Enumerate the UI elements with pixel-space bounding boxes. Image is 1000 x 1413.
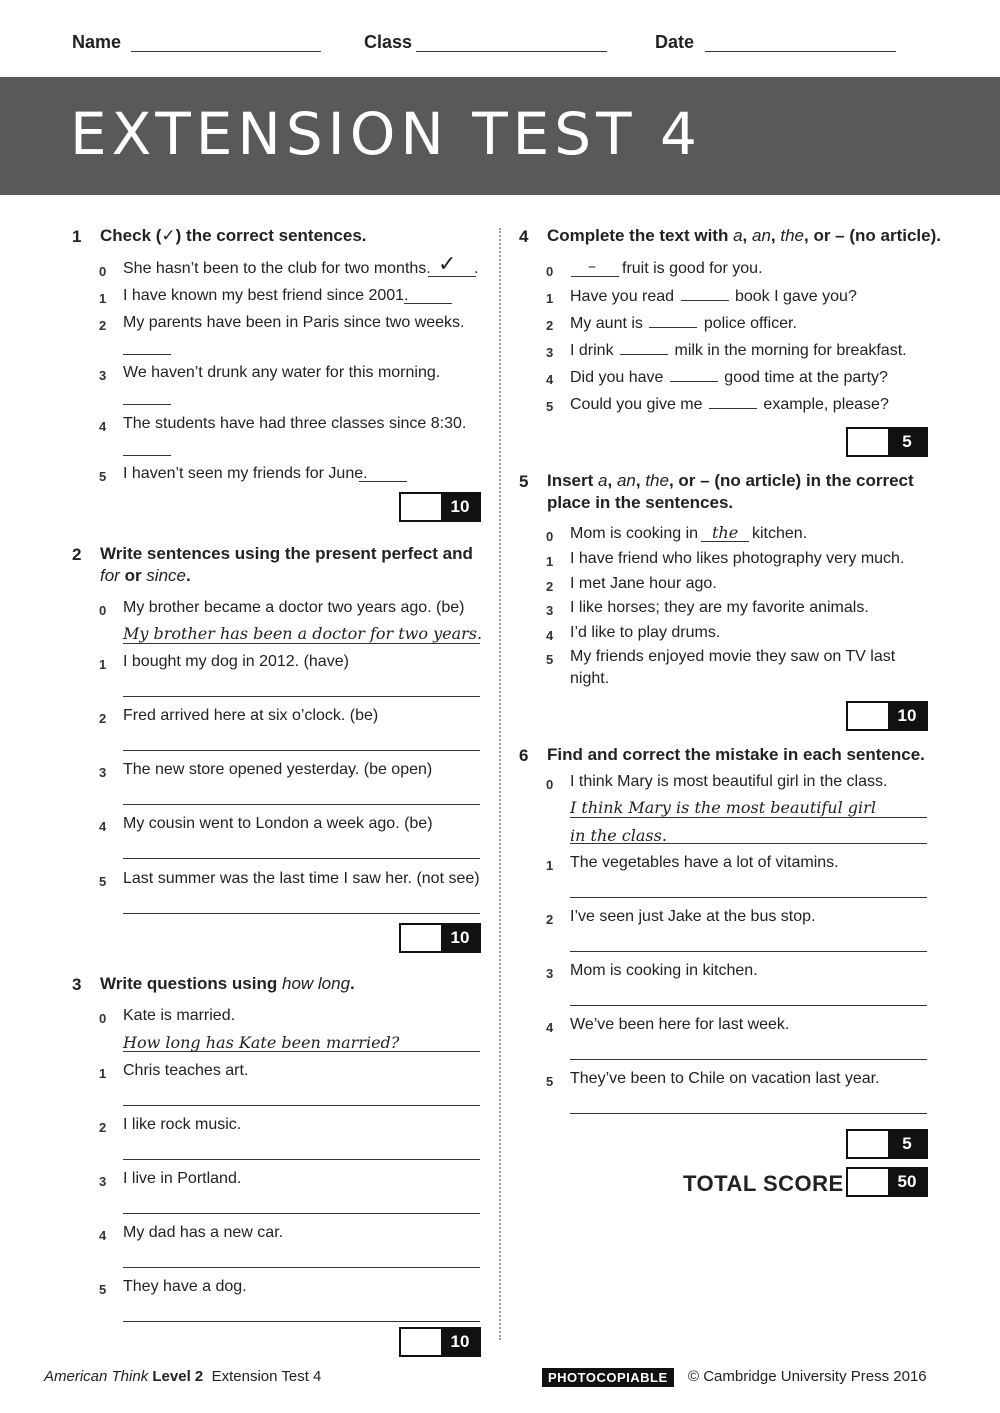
ex6-item-text: The vegetables have a lot of vitamins. — [570, 854, 839, 871]
ex4-item-3-blank[interactable] — [620, 341, 668, 355]
ex2-item-number: 3 — [99, 765, 107, 780]
score-max: 10 — [441, 925, 479, 951]
ex1-item-text: She hasn’t been to the club for two months. — [123, 260, 431, 277]
ex6-item-text: Mom is cooking in kitchen. — [570, 962, 758, 979]
ex5-item-text: My friends enjoyed movie they saw on TV last — [570, 648, 896, 665]
name-label: Name — [72, 32, 122, 52]
ex2-score-box — [399, 923, 481, 953]
ex4-item-0-blank — [571, 276, 619, 277]
ex3-item-text: Kate is married. — [123, 1007, 236, 1024]
ex3-item-number: 1 — [99, 1066, 107, 1081]
total-score-label: TOTAL SCORE — [683, 1171, 844, 1196]
ex1-score-box — [399, 492, 481, 522]
score-max: 10 — [441, 1329, 479, 1355]
ex4-item-2-blank[interactable] — [649, 314, 697, 328]
footer-book-info: American Think Level 2 Extension Test 4 — [44, 1368, 322, 1385]
ex6-item-text: They’ve been to Chile on vacation last year. — [570, 1070, 880, 1087]
ex3-item-0-line — [123, 1051, 480, 1052]
score-max: 10 — [441, 494, 479, 520]
date-field[interactable] — [705, 51, 896, 52]
ex6-item-number: 5 — [546, 1074, 554, 1089]
ex5-item-text: I met Jane hour ago. — [570, 575, 717, 592]
exercise-2-title-line2: for or since. — [100, 566, 191, 585]
ex6-item-2-answer-line[interactable] — [570, 951, 927, 952]
ex4-item-5-blank[interactable] — [709, 395, 757, 409]
exercise-1-number: 1 — [72, 227, 82, 246]
exercise-6-title: Find and correct the mistake in each sentence. — [547, 745, 925, 764]
exercise-1-title: Check (✓) the correct sentences. — [100, 226, 367, 245]
ex1-item-5-blank[interactable] — [359, 481, 407, 482]
ex3-item-2-answer-line[interactable] — [123, 1159, 480, 1160]
ex2-item-number: 1 — [99, 657, 107, 672]
ex6-item-text: We’ve been here for last week. — [570, 1016, 790, 1033]
ex2-item-2-answer-line[interactable] — [123, 750, 480, 751]
ex1-item-1-blank[interactable] — [404, 303, 452, 304]
ex4-item-number: 1 — [546, 291, 554, 306]
ex2-item-0-line — [123, 643, 480, 644]
ex6-item-0-line — [570, 817, 927, 818]
score-entry[interactable] — [848, 1169, 888, 1195]
ex1-item-number: 2 — [99, 318, 107, 333]
ex3-item-number: 0 — [99, 1011, 107, 1026]
exercise-4-title: Complete the text with a, an, the, or – (no article). — [547, 226, 941, 245]
ex1-item-number: 4 — [99, 419, 107, 434]
column-divider — [499, 228, 501, 1340]
ex3-item-5-answer-line[interactable] — [123, 1321, 480, 1322]
ex3-item-0-answer: How long has Kate been married? — [123, 1033, 400, 1052]
exercise-3-title: Write questions using how long. — [100, 974, 355, 993]
exercise-6-number: 6 — [519, 746, 529, 765]
ex5-item-number: 3 — [546, 603, 554, 618]
ex6-item-number: 1 — [546, 858, 554, 873]
exercise-3-number: 3 — [72, 975, 82, 994]
ex2-item-text: Fred arrived here at six o’clock. (be) — [123, 707, 379, 724]
ex1-item-text: The students have had three classes since 8:30. — [123, 415, 467, 432]
ex2-item-5-answer-line[interactable] — [123, 913, 480, 914]
ex4-item-number: 3 — [546, 345, 554, 360]
ex2-item-number: 5 — [99, 874, 107, 889]
ex4-item-number: 5 — [546, 399, 554, 414]
ex6-item-text: I’ve seen just Jake at the bus stop. — [570, 908, 816, 925]
ex5-item-text: I like horses; they are my favorite animals. — [570, 599, 869, 616]
ex2-item-number: 2 — [99, 711, 107, 726]
class-label: Class — [364, 32, 413, 52]
ex2-item-text: My cousin went to London a week ago. (be) — [123, 815, 433, 832]
ex2-item-number: 4 — [99, 819, 107, 834]
ex5-item-number: 4 — [546, 628, 554, 643]
ex1-item-text: I haven’t seen my friends for June. — [123, 465, 368, 482]
ex6-score-box — [846, 1129, 928, 1159]
ex6-item-5-answer-line[interactable] — [570, 1113, 927, 1114]
ex5-item-number: 1 — [546, 554, 554, 569]
ex5-item-0-answer: the — [712, 523, 739, 542]
ex6-item-4-answer-line[interactable] — [570, 1059, 927, 1060]
copyright: © Cambridge University Press 2016 — [688, 1368, 927, 1385]
ex5-item-text: kitchen. — [752, 525, 808, 542]
ex1-item-0-answer: ✓ — [438, 252, 457, 277]
ex6-item-0-line2 — [570, 843, 927, 844]
ex3-score-box — [399, 1327, 481, 1357]
ex3-item-text: I like rock music. — [123, 1116, 242, 1133]
score-max: 10 — [888, 703, 926, 729]
ex4-item-number: 0 — [546, 264, 554, 279]
ex6-item-0-answer: I think Mary is the most beautiful girl — [570, 798, 876, 817]
score-entry[interactable] — [401, 1329, 441, 1355]
ex3-item-number: 3 — [99, 1174, 107, 1189]
ex1-item-0-blank — [428, 276, 476, 277]
ex2-item-1-answer-line[interactable] — [123, 696, 480, 697]
ex2-item-text: I bought my dog in 2012. (have) — [123, 653, 349, 670]
ex4-item-4-blank[interactable] — [670, 368, 718, 382]
ex1-item-text: I have known my best friend since 2001. — [123, 287, 409, 304]
ex4-item-number: 2 — [546, 318, 554, 333]
exercise-2-number: 2 — [72, 545, 82, 564]
ex6-item-1-answer-line[interactable] — [570, 897, 927, 898]
ex1-item-number: 0 — [99, 264, 107, 279]
ex2-item-text: Last summer was the last time I saw her. (not see) — [123, 870, 480, 887]
exercise-2-title: Write sentences using the present perfect and — [100, 544, 473, 563]
ex3-item-number: 5 — [99, 1282, 107, 1297]
score-max: 5 — [888, 429, 926, 455]
page-title: EXTENSION TEST 4 — [70, 100, 702, 168]
ex6-item-number: 3 — [546, 966, 554, 981]
ex6-item-number: 2 — [546, 912, 554, 927]
ex5-item-number: 5 — [546, 652, 554, 667]
ex4-item-text: My aunt is police officer. — [570, 315, 797, 332]
ex5-item-number: 2 — [546, 579, 554, 594]
ex4-score-box — [846, 427, 928, 457]
ex1-item-4-blank[interactable] — [123, 455, 171, 456]
ex6-item-number: 0 — [546, 777, 554, 792]
ex5-score-box — [846, 701, 928, 731]
ex4-item-text: Could you give me example, please? — [570, 396, 889, 413]
exercise-5-title-line2: place in the sentences. — [547, 493, 734, 512]
class-field[interactable] — [416, 51, 607, 52]
photocopiable-badge: PHOTOCOPIABLE — [542, 1368, 674, 1387]
ex4-item-text: I drink milk in the morning for breakfast. — [570, 342, 907, 359]
ex3-item-number: 4 — [99, 1228, 107, 1243]
ex4-item-text: Did you have good time at the party? — [570, 369, 888, 386]
ex3-item-4-answer-line[interactable] — [123, 1267, 480, 1268]
ex2-item-0-answer: My brother has been a doctor for two years. — [123, 624, 483, 643]
ex1-item-number: 3 — [99, 368, 107, 383]
ex5-item-number: 0 — [546, 529, 554, 544]
ex3-item-text: I live in Portland. — [123, 1170, 242, 1187]
total-score-box — [846, 1167, 928, 1197]
ex1-item-number: 1 — [99, 291, 107, 306]
ex3-item-number: 2 — [99, 1120, 107, 1135]
score-entry[interactable] — [848, 1131, 888, 1157]
ex4-item-number: 4 — [546, 372, 554, 387]
score-entry[interactable] — [848, 703, 888, 729]
ex2-item-text: My brother became a doctor two years ago. (be) — [123, 599, 465, 616]
ex6-item-number: 4 — [546, 1020, 554, 1035]
score-entry[interactable] — [401, 494, 441, 520]
ex5-item-text-cont: night. — [570, 670, 610, 687]
ex1-item-2-blank[interactable] — [123, 354, 171, 355]
score-max: 5 — [888, 1131, 926, 1157]
ex5-item-text: I have friend who likes photography very much. — [570, 550, 905, 567]
ex5-item-text: I’d like to play drums. — [570, 624, 721, 641]
ex1-item-3-blank[interactable] — [123, 404, 171, 405]
ex1-item-text: We haven’t drunk any water for this morning. — [123, 364, 441, 381]
ex6-item-text: I think Mary is most beautiful girl in the class. — [570, 773, 888, 790]
ex6-item-3-answer-line[interactable] — [570, 1005, 927, 1006]
score-entry[interactable] — [401, 925, 441, 951]
ex4-item-text: Have you read book I gave you? — [570, 288, 857, 305]
ex3-item-3-answer-line[interactable] — [123, 1213, 480, 1214]
exercise-5-title: Insert a, an, the, or – (no article) in the correct — [547, 471, 914, 490]
ex4-item-0-answer: – — [588, 256, 596, 275]
ex1-item-number: 5 — [99, 469, 107, 484]
score-max: 50 — [888, 1169, 926, 1195]
score-entry[interactable] — [848, 429, 888, 455]
ex6-item-0-answer-cont: in the class. — [570, 826, 667, 845]
exercise-5-number: 5 — [519, 472, 529, 491]
exercise-4-number: 4 — [519, 227, 529, 246]
ex4-item-text: fruit is good for you. — [622, 260, 763, 277]
ex3-item-text: Chris teaches art. — [123, 1062, 249, 1079]
ex2-item-3-answer-line[interactable] — [123, 804, 480, 805]
ex2-item-number: 0 — [99, 603, 107, 618]
ex3-item-text: They have a dog. — [123, 1278, 247, 1295]
date-label: Date — [655, 32, 695, 52]
ex3-item-1-answer-line[interactable] — [123, 1105, 480, 1106]
period: . — [474, 260, 479, 277]
ex5-item-text: Mom is cooking in — [570, 525, 699, 542]
ex1-item-text: My parents have been in Paris since two weeks. — [123, 314, 465, 331]
ex2-item-text: The new store opened yesterday. (be open) — [123, 761, 433, 778]
ex3-item-text: My dad has a new car. — [123, 1224, 284, 1241]
ex4-item-1-blank[interactable] — [681, 287, 729, 301]
ex2-item-4-answer-line[interactable] — [123, 858, 480, 859]
name-field[interactable] — [131, 51, 321, 52]
